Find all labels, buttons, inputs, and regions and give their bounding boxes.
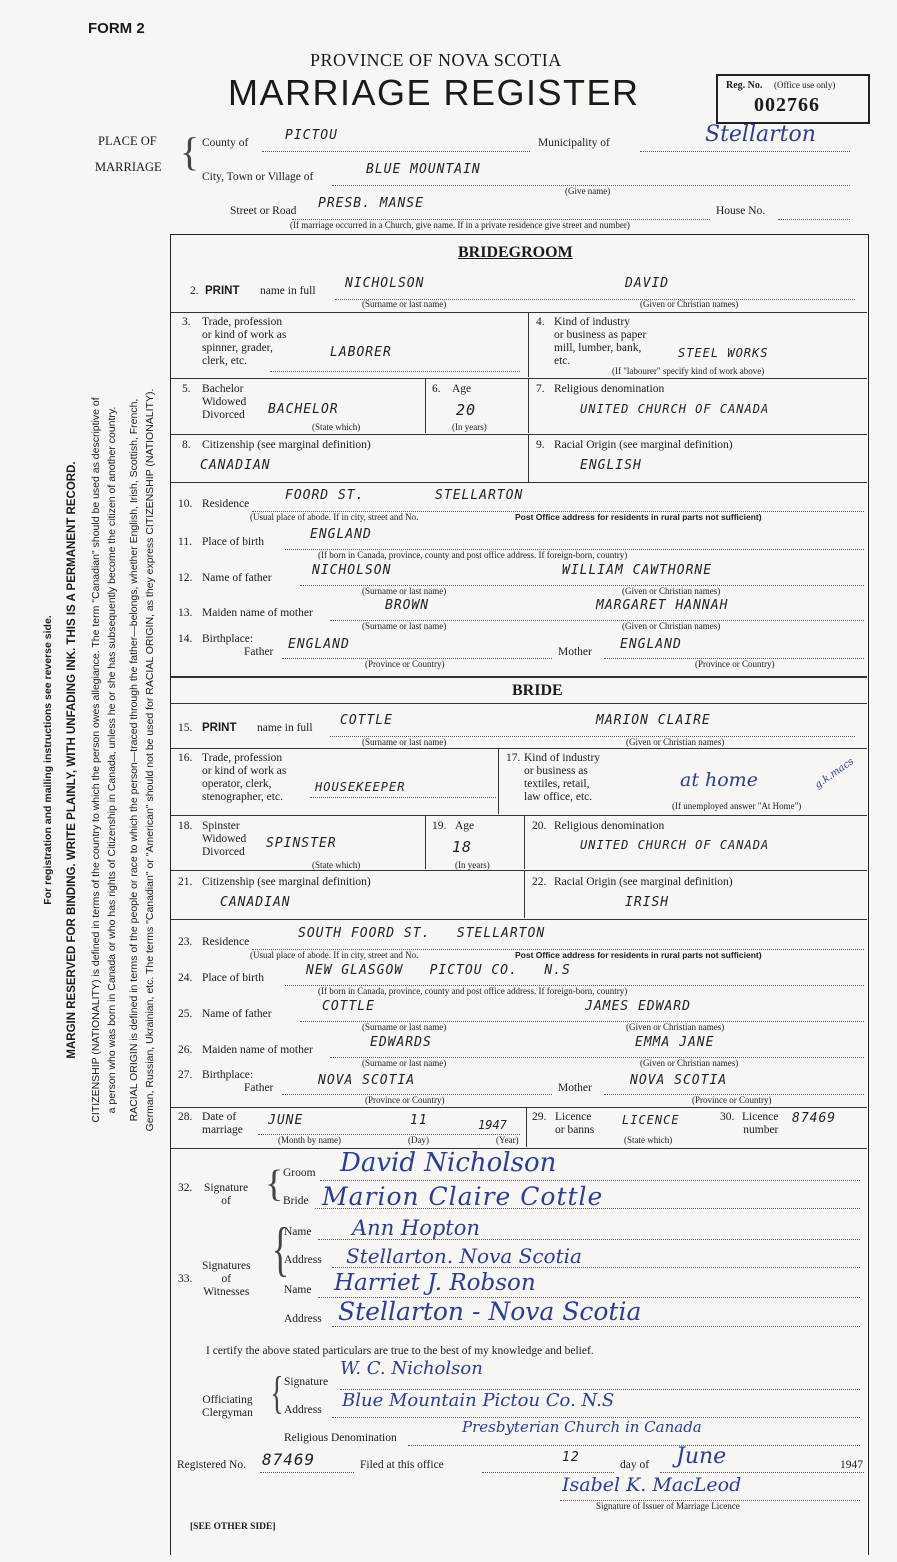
groom-mother-surname-caption: (Surname or last name) (362, 621, 447, 631)
witness-label: Signatures of Witnesses (202, 1260, 251, 1298)
bride-trade: HOUSEKEEPER (315, 780, 406, 794)
sig-groom-line (320, 1180, 860, 1181)
filed-month-line (660, 1472, 864, 1473)
bride-industry-initials: g.k.macs (812, 756, 857, 791)
bride-f26-number: 26. (178, 1044, 193, 1056)
marriage-f30-number: 30. (720, 1111, 735, 1123)
house-label: House No. (716, 205, 766, 217)
groom-f8-number: 8. (182, 439, 191, 451)
groom-industry-label: Kind of industry or business as paper mill, lumber, bank, etc. (554, 316, 647, 367)
margin-line-1: For registration and mailing instructions see reverse side. (42, 615, 54, 905)
bride-industry-caption: (If unemployed answer "At Home") (672, 801, 802, 811)
bride-trade-line (310, 797, 496, 798)
registered-no: 87469 (262, 1450, 316, 1469)
registered-line (260, 1472, 354, 1473)
give-name-caption: (Give name) (565, 186, 611, 196)
groom-age-label: Age (452, 383, 472, 395)
bride-citizenship: CANADIAN (220, 895, 291, 910)
bride-bp-mother-caption: (Province or Country) (692, 1095, 772, 1105)
groom-status-label: Bachelor Widowed Divorced (202, 383, 247, 421)
see-other-side: [SEE OTHER SIDE] (190, 1522, 276, 1532)
bride-father-given-caption: (Given or Christian names) (626, 1022, 725, 1032)
clergy-signature-label: Signature (284, 1376, 329, 1388)
rule (425, 815, 426, 869)
groom-citizenship: CANADIAN (200, 458, 271, 473)
place-label-2: MARRIAGE (95, 160, 162, 174)
county-line (262, 151, 530, 152)
margin-line-3: CITIZENSHIP (NATIONALITY) is defined in terms of the country to which the person owes allegiance. The term "Canadian" should be used as descriptive of (90, 397, 102, 1123)
place-label-1: PLACE OF (98, 134, 157, 148)
groom-f13-number: 13. (178, 607, 193, 619)
marriage-year-caption: (Year) (496, 1135, 519, 1145)
groom-racial: ENGLISH (580, 458, 642, 473)
street-label: Street or Road (230, 205, 297, 217)
bride-father-surname-caption: (Surname or last name) (362, 1022, 447, 1032)
marriage-licence-label: Licence or banns (555, 1111, 595, 1136)
bride-surname: COTTLE (340, 713, 393, 728)
rule (498, 748, 499, 814)
bride-state-which: (State which) (312, 860, 361, 870)
groom-f14-number: 14. (178, 633, 193, 645)
groom-state-which: (State which) (312, 422, 361, 432)
marriage-month-caption: (Month by name) (278, 1135, 341, 1145)
marriage-licence-no: 87469 (792, 1111, 837, 1126)
rule (425, 378, 426, 433)
marriage-licence: LICENCE (622, 1113, 680, 1127)
marriage-f29-number: 29. (532, 1111, 547, 1123)
house-line (778, 219, 850, 220)
reg-no-label: Reg. No. (726, 80, 763, 91)
bride-bp-father-label: Father (244, 1082, 274, 1094)
rule (171, 703, 867, 704)
marriage-licence-no-label: Licence number (742, 1111, 779, 1136)
municipality-value: Stellarton (705, 122, 816, 147)
groom-bp-mother-caption: (Province or Country) (695, 659, 775, 669)
bride-mother-surname-caption: (Surname or last name) (362, 1058, 447, 1068)
municipality-label: Municipality of (538, 137, 610, 149)
groom-age: 20 (456, 401, 477, 419)
sig-brace: { (265, 1163, 284, 1205)
bride-mother-surname: EDWARDS (370, 1035, 432, 1050)
bride-f24-number: 24. (178, 972, 193, 984)
bride-f16-number: 16. (178, 752, 193, 764)
brace: { (180, 129, 200, 174)
bride-religion-label: Religious denomination (554, 820, 665, 832)
bride-status-label: Spinster Widowed Divorced (202, 820, 247, 858)
bride-industry: at home (680, 769, 758, 791)
bride-heading: BRIDE (512, 682, 563, 699)
office-use-label: (Office use only) (774, 80, 836, 90)
bride-residence-caption-1: (Usual place of abode. If in city, street and No. (250, 950, 419, 960)
margin-line-6: German, Russian, Ukrainian, etc. The terms "Canadian" or "American" should not be used for RACIAL ORIGIN, as they express CITIZENSHIP (NATIONALITY). (144, 388, 156, 1132)
clergy-label: Officiating Clergyman (202, 1394, 253, 1419)
rule (171, 815, 867, 816)
bride-age-label: Age (455, 820, 475, 832)
rule (171, 676, 867, 678)
w1-address-label: Address (284, 1254, 322, 1266)
bride-f21-number: 21. (178, 876, 193, 888)
groom-industry-caption: (If "labourer" specify kind of work above) (612, 366, 765, 376)
bride-religion: UNITED CHURCH OF CANADA (580, 838, 770, 852)
marriage-year: 1947 (478, 1118, 507, 1132)
bride-f23-number: 23. (178, 936, 193, 948)
reg-no-box (716, 74, 870, 124)
sig-bride-label: Bride (283, 1195, 309, 1207)
w2-address-line (332, 1326, 860, 1327)
groom-citizenship-label: Citizenship (see marginal definition) (202, 439, 371, 451)
witness-1-address: Stellarton. Nova Scotia (346, 1244, 582, 1268)
groom-mother-given: MARGARET HANNAH (596, 598, 729, 613)
groom-given-caption: (Given or Christian names) (640, 299, 739, 309)
bride-trade-label: Trade, profession or kind of work as operator, clerk, stenographer, etc. (202, 752, 287, 803)
bride-birth: NEW GLASGOW PICTOU CO. N.S (306, 963, 571, 978)
groom-residence-caption-1: (Usual place of abode. If in city, street and No. (250, 512, 419, 522)
city-label: City, Town or Village of (202, 171, 314, 183)
reg-no-value: 002766 (754, 94, 820, 116)
clergy-signature: W. C. Nicholson (340, 1358, 483, 1379)
bride-name-label: name in full (257, 722, 313, 734)
rule (528, 378, 529, 433)
form-title: MARRIAGE REGISTER (228, 72, 640, 113)
bride-residence-label: Residence (202, 936, 250, 948)
groom-residence: FOORD ST. STELLARTON (285, 488, 524, 503)
bride-f15-number: 15. (178, 722, 193, 734)
witness-brace: { (271, 1216, 290, 1282)
rule (524, 870, 525, 918)
municipality-line (640, 151, 850, 152)
clergy-address: Blue Mountain Pictou Co. N.S (342, 1390, 615, 1411)
groom-birth-label: Place of birth (202, 536, 264, 548)
bride-bp-mother: NOVA SCOTIA (630, 1073, 728, 1088)
groom-signature: David Nicholson (340, 1148, 557, 1178)
groom-f9-number: 9. (536, 439, 545, 451)
bride-f18-number: 18. (178, 820, 193, 832)
clergy-religion-label: Religious Denomination (284, 1432, 397, 1444)
groom-trade-line (270, 371, 520, 372)
rule (171, 919, 867, 920)
groom-father-surname-caption: (Surname or last name) (362, 586, 447, 596)
filed-day-line (482, 1472, 614, 1473)
groom-mother-surname: BROWN (385, 598, 430, 613)
bride-signature: Marion Claire Cottle (322, 1182, 604, 1211)
city-value: BLUE MOUNTAIN (366, 162, 481, 177)
groom-bp-father-label: Father (244, 646, 274, 658)
groom-bp-father-caption: (Province or Country) (365, 659, 445, 669)
rule (171, 748, 867, 749)
groom-bp-mother: ENGLAND (620, 637, 682, 652)
groom-birth: ENGLAND (310, 527, 372, 542)
bride-bp-father: NOVA SCOTIA (318, 1073, 416, 1088)
clergy-brace: { (270, 1367, 284, 1418)
groom-racial-label: Racial Origin (see marginal definition) (554, 439, 733, 451)
groom-birth-caption: (If born in Canada, province, county and post office address. If foreign-born, country) (318, 550, 628, 560)
witness-1-name: Ann Hopton (352, 1216, 480, 1240)
groom-trade-label: Trade, profession or kind of work as spinner, grader, clerk, etc. (202, 316, 287, 367)
rule (526, 1107, 527, 1147)
bride-f22-number: 22. (532, 876, 547, 888)
issuer-label: Signature of Issuer of Marriage Licence (596, 1501, 740, 1511)
groom-mother-given-caption: (Given or Christian names) (622, 621, 721, 631)
bride-birth-caption: (If born in Canada, province, county and post office address. If foreign-born, country) (318, 986, 628, 996)
groom-f6-number: 6. (432, 383, 441, 395)
bride-mother-given: EMMA JANE (635, 1035, 715, 1050)
groom-mother-label: Maiden name of mother (202, 607, 313, 619)
margin-line-5: RACIAL ORIGIN is defined in terms of the people or race to which the person—traced through the father—belongs, whether English, Irish, Scottish, French, (128, 398, 140, 1122)
bride-racial-label: Racial Origin (see marginal definition) (554, 876, 733, 888)
marriage-day: 11 (410, 1113, 428, 1128)
groom-print-label: PRINT (205, 285, 240, 297)
bride-racial: IRISH (625, 895, 670, 910)
groom-f11-number: 11. (178, 536, 192, 548)
clergy-religion: Presbyterian Church in Canada (462, 1418, 702, 1436)
marriage-licence-caption: (State which) (624, 1135, 673, 1145)
bride-residence: SOUTH FOORD ST. STELLARTON (298, 926, 546, 941)
groom-surname: NICHOLSON (345, 276, 425, 291)
filed-year: 1947 (840, 1459, 863, 1471)
bride-f27-number: 27. (178, 1069, 193, 1081)
form-number: FORM 2 (88, 20, 145, 37)
groom-f4-number: 4. (536, 316, 545, 328)
street-value: PRESB. MANSE (318, 196, 424, 211)
groom-religion: UNITED CHURCH OF CANADA (580, 402, 770, 416)
w2-address-label: Address (284, 1313, 322, 1325)
county-label: County of (202, 137, 249, 149)
groom-f12-number: 12. (178, 572, 193, 584)
groom-bp-label: Birthplace: (202, 633, 254, 645)
clergy-religion-line (408, 1445, 860, 1446)
bride-f17-number: 17. (506, 752, 521, 764)
bride-citizenship-label: Citizenship (see marginal definition) (202, 876, 371, 888)
groom-f7-number: 7. (536, 383, 545, 395)
rule (171, 870, 867, 871)
groom-father-given: WILLIAM CAWTHORNE (562, 563, 713, 578)
margin-line-4: a person who was born in Canada or who has rights of Citizenship in Canada, unless he or she has subsequently become the citizen of another country. (106, 406, 118, 1114)
bride-status: SPINSTER (266, 836, 337, 851)
marriage-date-label: Date of marriage (202, 1111, 243, 1136)
groom-f2-number: 2. (190, 285, 199, 297)
rule (171, 1107, 867, 1108)
groom-given: DAVID (625, 276, 670, 291)
bride-residence-caption-2: Post Office address for residents in rural parts not sufficient) (515, 950, 762, 960)
groom-residence-caption-2: Post Office address for residents in rural parts not sufficient) (515, 512, 762, 522)
county-value: PICTOU (285, 128, 338, 143)
groom-status: BACHELOR (268, 402, 339, 417)
bride-surname-caption: (Surname or last name) (362, 737, 447, 747)
rule (528, 434, 529, 482)
marriage-day-caption: (Day) (408, 1135, 429, 1145)
groom-f5-number: 5. (182, 383, 191, 395)
bride-bp-mother-label: Mother (558, 1082, 592, 1094)
bride-birth-label: Place of birth (202, 972, 264, 984)
day-of-label: day of (620, 1459, 650, 1471)
sig-groom-label: Groom (283, 1167, 316, 1179)
marriage-f28-number: 28. (178, 1111, 193, 1123)
w2-name-label: Name (284, 1284, 312, 1296)
clergy-address-label: Address (284, 1404, 322, 1416)
groom-father-label: Name of father (202, 572, 272, 584)
margin-line-2: MARGIN RESERVED FOR BINDING. WRITE PLAINLY, WITH UNFADING INK. THIS IS A PERMANENT RECORD. (66, 461, 78, 1059)
witness-2-name: Harriet J. Robson (334, 1270, 536, 1296)
issuer-signature: Isabel K. MacLeod (562, 1474, 742, 1496)
groom-father-given-caption: (Given or Christian names) (622, 586, 721, 596)
groom-f3-number: 3. (182, 316, 191, 328)
rule (171, 482, 867, 483)
marriage-month: JUNE (268, 1113, 304, 1128)
bride-f19-number: 19. (432, 820, 447, 832)
bride-father-given: JAMES EDWARD (585, 999, 691, 1014)
bride-print-label: PRINT (202, 722, 237, 734)
rule (528, 312, 529, 377)
bride-given: MARION CLAIRE (596, 713, 711, 728)
groom-residence-label: Residence (202, 498, 250, 510)
groom-bp-mother-label: Mother (558, 646, 592, 658)
bride-industry-label: Kind of industry or business as textiles, retail, law office, etc. (524, 752, 601, 803)
groom-f10-number: 10. (178, 498, 193, 510)
groom-years-caption: (In years) (452, 422, 487, 432)
rule (171, 312, 867, 313)
sig-label: Signature of (204, 1182, 249, 1207)
groom-trade: LABORER (330, 345, 392, 360)
bride-mother-given-caption: (Given or Christian names) (640, 1058, 739, 1068)
bride-f25-number: 25. (178, 1008, 193, 1020)
certify-text: I certify the above stated particulars are true to the best of my knowledge and belief. (206, 1345, 594, 1357)
filed-month: June (676, 1444, 727, 1469)
groom-religion-label: Religious denomination (554, 383, 665, 395)
sig-f32-number: 32. (178, 1182, 193, 1194)
witness-2-address: Stellarton - Nova Scotia (338, 1297, 642, 1326)
rule (524, 815, 525, 869)
bride-father-label: Name of father (202, 1008, 272, 1020)
rule (171, 378, 867, 379)
bride-given-caption: (Given or Christian names) (626, 737, 725, 747)
bride-bp-label: Birthplace: (202, 1069, 254, 1081)
bride-f20-number: 20. (532, 820, 547, 832)
bride-age: 18 (452, 838, 473, 856)
filed-day: 12 (562, 1450, 580, 1465)
rule (171, 434, 867, 435)
registered-label: Registered No. (177, 1459, 246, 1471)
groom-industry: STEEL WORKS (678, 346, 769, 360)
groom-name-label: name in full (260, 285, 316, 297)
bride-father-surname: COTTLE (322, 999, 375, 1014)
street-note: (If marriage occurred in a Church, give name. If in a private residence give street and number) (290, 220, 630, 230)
filed-label: Filed at this office (360, 1459, 444, 1471)
bride-bp-father-caption: (Province or Country) (365, 1095, 445, 1105)
sig-f33-number: 33. (178, 1273, 193, 1285)
groom-father-surname: NICHOLSON (312, 563, 392, 578)
groom-heading: BRIDEGROOM (458, 244, 573, 261)
groom-bp-father: ENGLAND (288, 637, 350, 652)
w1-name-label: Name (284, 1226, 312, 1238)
bride-mother-label: Maiden name of mother (202, 1044, 313, 1056)
bride-years-caption: (In years) (455, 860, 490, 870)
province-heading: PROVINCE OF NOVA SCOTIA (310, 50, 562, 70)
groom-surname-caption: (Surname or last name) (362, 299, 447, 309)
